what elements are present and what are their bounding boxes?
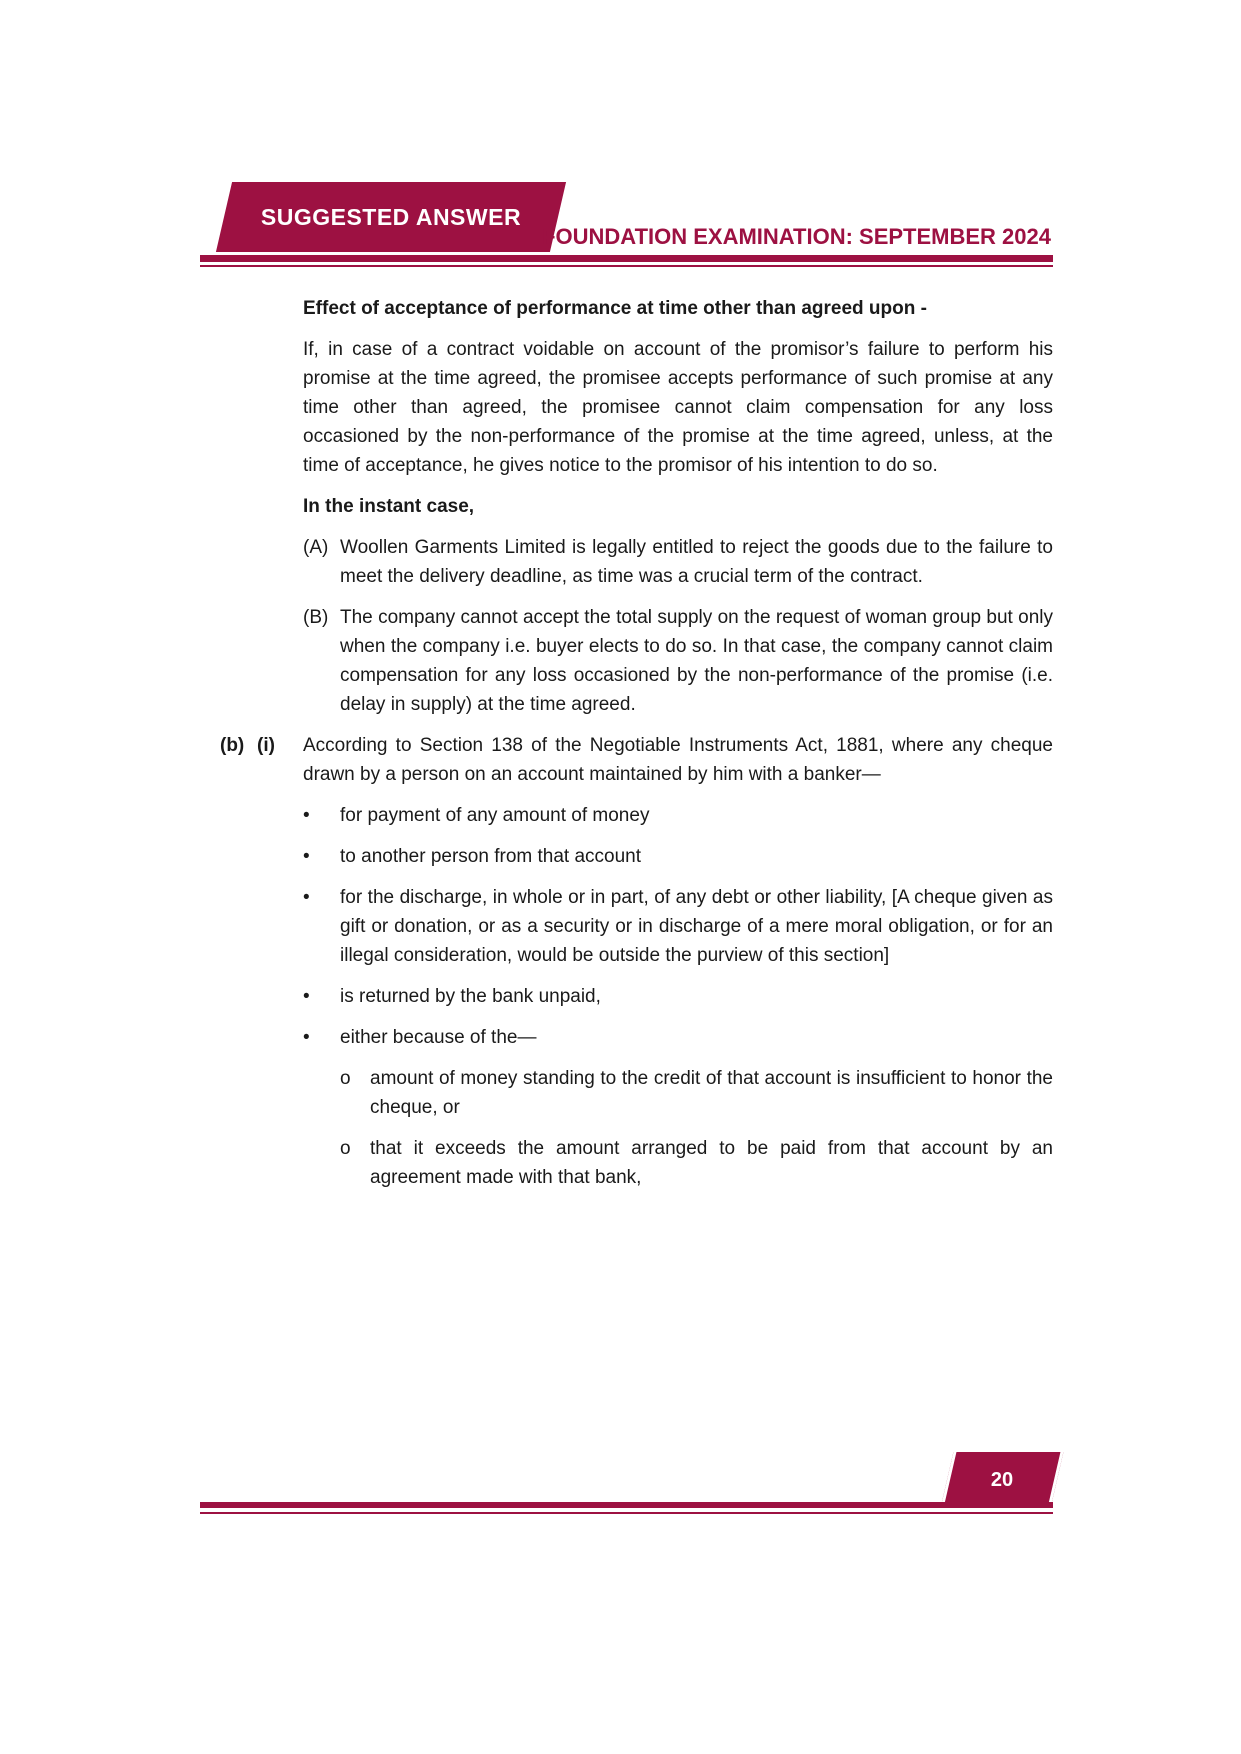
bullet-text: is returned by the bank unpaid, — [340, 986, 601, 1007]
bullet-icon: • — [303, 1027, 310, 1048]
content-area — [200, 294, 1053, 1204]
page-number: 20 — [990, 1468, 1014, 1491]
sub-bullet-icon: o — [340, 1068, 351, 1089]
bullet-icon: • — [303, 805, 310, 826]
bullet-text: to another person from that account — [340, 846, 642, 867]
suggested-answer-banner — [216, 182, 566, 252]
part-b-inner-label: (i) — [257, 735, 275, 756]
bullet-icon: • — [303, 846, 310, 867]
lettered-item-a — [303, 533, 1053, 591]
bullet-item — [303, 1023, 1053, 1052]
case-heading: In the instant case, — [303, 496, 475, 517]
header-rule-thin — [200, 265, 1053, 267]
item-a-label: (A) — [303, 537, 329, 558]
bullet-text: for the discharge, in whole or in part, of any debt or other liability, [A cheque given as gift or donation, or as a security or in discharge of a mere moral obligation, or for an illegal consideration, would be outside the purview of this section] — [340, 887, 1053, 966]
bullet-icon: • — [303, 887, 310, 908]
footer-rule-thick — [200, 1502, 1053, 1508]
part-b-text: According to Section 138 of the Negotiable Instruments Act, 1881, where any cheque drawn by a person on an account maintained by him with a banker— — [303, 735, 1053, 785]
sub-bullet-item — [340, 1064, 1053, 1122]
section-heading: Effect of acceptance of performance at time other than agreed upon - — [303, 298, 927, 319]
page-number-badge — [941, 1452, 1064, 1508]
banner-label: SUGGESTED ANSWER — [260, 203, 522, 230]
bullet-text: for payment of any amount of money — [340, 805, 650, 826]
bullet-icon: • — [303, 986, 310, 1007]
paragraph-effect: If, in case of a contract voidable on account of the promisor’s failure to perform his promise at the time agreed, the promisee accepts performance of such promise at any time other than agreed, the promisee cannot claim compensation for any loss occasioned by the non-performance of the promise at the time agreed, unless, at the time of acceptance, he gives notice to the promisor of his intention to do so. — [303, 339, 1053, 476]
item-b-text: The company cannot accept the total supply on the request of woman group but only when the company i.e. buyer elects to do so. In that case, the company cannot claim compensation for any loss occasioned by the non-performance of the promise (i.e. delay in supply) at the time agreed. — [340, 607, 1053, 715]
item-b-label: (B) — [303, 607, 329, 628]
bullet-item — [303, 801, 1053, 830]
sub-bullet-icon: o — [340, 1138, 351, 1159]
sub-bullet-item — [340, 1134, 1053, 1192]
part-b-outer-label: (b) — [220, 735, 245, 756]
bullet-item — [303, 883, 1053, 970]
header-rule-thick — [200, 255, 1053, 262]
exam-title: FOUNDATION EXAMINATION: SEPTEMBER 2024 — [542, 224, 1051, 249]
sub-bullet-text: amount of money standing to the credit of that account is insufficient to honor the cheque, or — [370, 1068, 1053, 1118]
bullet-text: either because of the— — [340, 1027, 537, 1048]
footer-rule-thin — [200, 1512, 1053, 1514]
bullet-item — [303, 982, 1053, 1011]
item-a-text: Woollen Garments Limited is legally entitled to reject the goods due to the failure to meet the delivery deadline, as time was a crucial term of the contract. — [340, 537, 1053, 587]
part-b-row — [200, 731, 1053, 789]
bullet-item — [303, 842, 1053, 871]
lettered-item-b — [303, 603, 1053, 719]
sub-bullet-text: that it exceeds the amount arranged to be paid from that account by an agreement made with that bank, — [370, 1138, 1053, 1188]
